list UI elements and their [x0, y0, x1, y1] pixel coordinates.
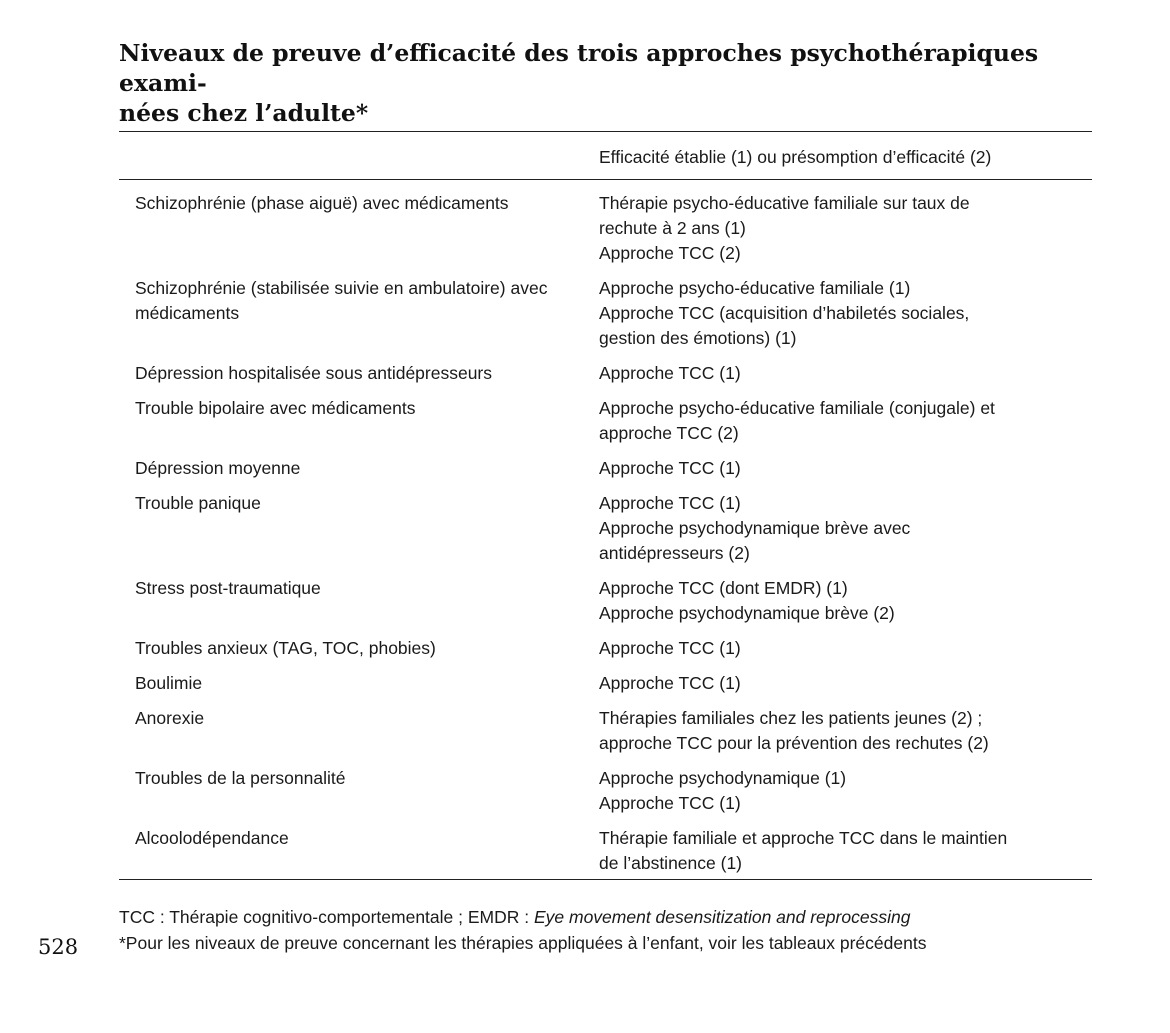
condition-line: Dépression hospitalisée sous antidépresseurs	[135, 363, 493, 383]
table-row	[119, 629, 1092, 664]
therapy-line: de l’abstinence (1)	[599, 853, 742, 873]
therapy-cell	[599, 671, 1092, 696]
condition-line: Schizophrénie (phase aiguë) avec médicaments	[135, 193, 509, 213]
footnotes	[119, 904, 1099, 956]
therapy-line: Approche TCC (1)	[599, 673, 741, 693]
therapy-line: Approche TCC (1)	[599, 793, 741, 813]
condition-cell	[119, 826, 599, 876]
therapy-cell	[599, 276, 1092, 351]
table-row	[119, 449, 1092, 484]
table-body	[119, 180, 1092, 879]
therapy-cell	[599, 826, 1092, 876]
condition-line: Boulimie	[135, 673, 203, 693]
therapy-cell	[599, 706, 1092, 756]
condition-line: Troubles de la personnalité	[135, 768, 346, 788]
therapy-line: Approche psycho-éducative familiale (1)	[599, 278, 911, 298]
page-title	[119, 38, 1094, 128]
therapy-line: rechute à 2 ans (1)	[599, 218, 746, 238]
condition-cell	[119, 191, 599, 266]
condition-line: Anorexie	[135, 708, 205, 728]
condition-cell	[119, 706, 599, 756]
emdr-expansion: Eye movement desensitization and reprocessing	[533, 907, 911, 927]
condition-line: Schizophrénie (stabilisée suivie en ambulatoire) avec	[135, 278, 548, 298]
condition-line: Troubles anxieux (TAG, TOC, phobies)	[135, 638, 436, 658]
therapy-cell	[599, 456, 1092, 481]
condition-cell	[119, 491, 599, 566]
therapy-line: Approche TCC (acquisition d’habiletés sociales,	[599, 303, 970, 323]
therapy-cell	[599, 636, 1092, 661]
condition-cell	[119, 766, 599, 816]
table-row	[119, 699, 1092, 759]
therapy-cell	[599, 396, 1092, 446]
therapy-line: Approche TCC (1)	[599, 493, 741, 513]
condition-cell	[119, 576, 599, 626]
condition-cell	[119, 361, 599, 386]
therapy-line: gestion des émotions) (1)	[599, 328, 797, 348]
therapy-line: Approche psychodynamique brève avec	[599, 518, 911, 538]
table-row	[119, 389, 1092, 449]
therapy-cell	[599, 766, 1092, 816]
condition-cell	[119, 671, 599, 696]
table-row	[119, 180, 1092, 269]
condition-line: Alcoolodépendance	[135, 828, 289, 848]
therapy-line: Approche psycho-éducative familiale (conjugale) et	[599, 398, 995, 418]
therapy-line: approche TCC pour la prévention des rechutes (2)	[599, 733, 989, 753]
therapy-cell	[599, 191, 1092, 266]
therapy-cell	[599, 576, 1092, 626]
condition-line: Stress post-traumatique	[135, 578, 321, 598]
therapy-cell	[599, 361, 1092, 386]
asterisk-note: *Pour les niveaux de preuve concernant les thérapies appliquées à l’enfant, voir les tableaux précédents	[119, 933, 927, 953]
condition-cell	[119, 456, 599, 481]
therapy-line: Approche psychodynamique brève (2)	[599, 603, 895, 623]
therapy-line: Approche TCC (dont EMDR) (1)	[599, 578, 848, 598]
condition-line: Dépression moyenne	[135, 458, 301, 478]
title-line-2: nées chez l’adulte*	[119, 99, 369, 127]
header-col-efficacy: Efficacité établie (1) ou présomption d’efficacité (2)	[599, 147, 992, 167]
condition-cell	[119, 276, 599, 351]
therapy-line: approche TCC (2)	[599, 423, 739, 443]
therapy-line: Approche psychodynamique (1)	[599, 768, 847, 788]
therapy-line: Approche TCC (1)	[599, 458, 741, 478]
page-number: 528	[38, 935, 79, 959]
therapy-line: Thérapies familiales chez les patients jeunes (2) ;	[599, 708, 983, 728]
title-line-1: Niveaux de preuve d’efficacité des trois approches psychothérapiques exami-	[119, 39, 1039, 97]
therapy-line: Thérapie familiale et approche TCC dans le maintien	[599, 828, 1008, 848]
table-row	[119, 354, 1092, 389]
condition-cell	[119, 636, 599, 661]
condition-cell	[119, 396, 599, 446]
condition-line: médicaments	[135, 303, 240, 323]
abbreviations-note	[119, 904, 1099, 930]
therapy-line: Approche TCC (1)	[599, 638, 741, 658]
table-row	[119, 664, 1092, 699]
therapy-line: antidépresseurs (2)	[599, 543, 750, 563]
table-row	[119, 759, 1092, 819]
therapy-line: Thérapie psycho-éducative familiale sur taux de	[599, 193, 970, 213]
condition-line: Trouble bipolaire avec médicaments	[135, 398, 416, 418]
table-row	[119, 269, 1092, 354]
header-col-condition	[119, 145, 599, 170]
therapy-line: Approche TCC (1)	[599, 363, 741, 383]
therapy-line: Approche TCC (2)	[599, 243, 741, 263]
table-row	[119, 819, 1092, 879]
condition-line: Trouble panique	[135, 493, 261, 513]
therapy-cell	[599, 491, 1092, 566]
abbreviations-text: TCC : Thérapie cognitivo-comportementale ; EMDR :	[119, 907, 534, 927]
table-row	[119, 484, 1092, 569]
evidence-table	[119, 131, 1092, 880]
table-header	[119, 132, 1092, 180]
table-row	[119, 569, 1092, 629]
